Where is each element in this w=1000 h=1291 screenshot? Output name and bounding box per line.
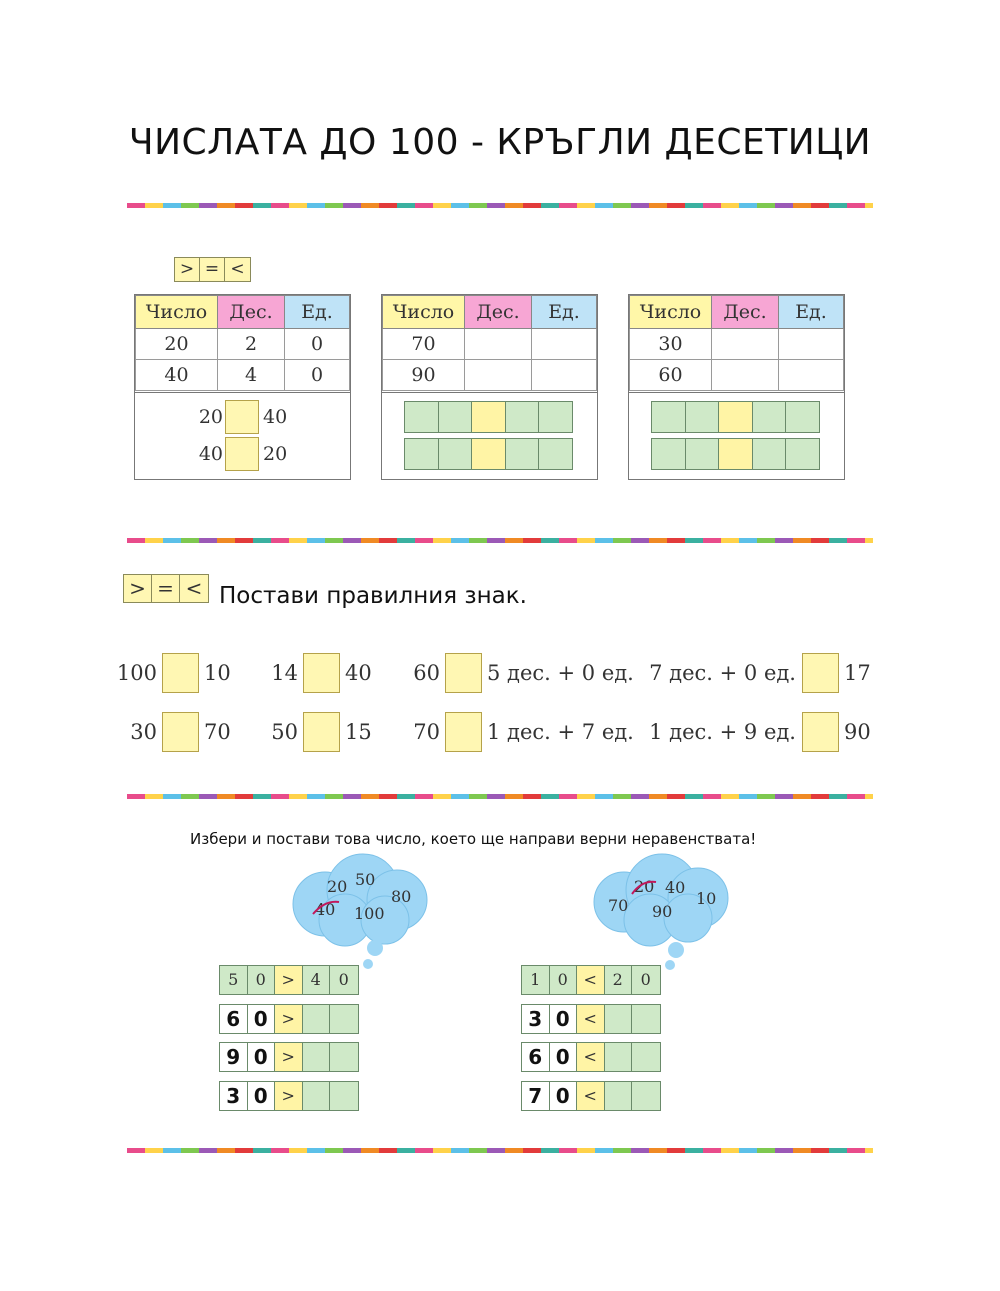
cloud-right (588, 852, 738, 977)
strip-cell[interactable] (405, 402, 439, 432)
cell-units-input[interactable] (779, 329, 844, 360)
strip-cell[interactable] (405, 439, 439, 469)
sign-less: < (185, 576, 203, 600)
cloud-number: 90 (652, 902, 673, 921)
exercise-left: 100 (116, 661, 157, 685)
sign-cell: < (577, 1043, 605, 1071)
example-inequality-right (521, 965, 661, 995)
place-value-table-1 (134, 294, 351, 480)
sign-answer-box[interactable] (303, 653, 340, 693)
sign-answer-box[interactable] (303, 712, 340, 752)
strip-cell[interactable] (786, 402, 819, 432)
divider-stripe-1 (127, 203, 873, 208)
sign-cell: > (275, 1005, 303, 1033)
strip-cell[interactable] (539, 439, 572, 469)
strip-cell[interactable] (652, 402, 686, 432)
digit-cell: 0 (550, 1005, 578, 1033)
divider-stripe-4 (127, 1148, 873, 1153)
exercise-left: 14 (271, 661, 298, 685)
sign-equal: = (200, 258, 225, 281)
cell-tens-input[interactable] (465, 329, 532, 360)
answer-cell[interactable] (632, 1043, 660, 1071)
digit-cell: 9 (220, 1043, 248, 1071)
cloud-number: 10 (696, 889, 717, 908)
compare-right: 20 (263, 443, 288, 465)
strip-cell[interactable] (439, 402, 473, 432)
cell-number: 90 (383, 360, 465, 391)
strip-sign-cell[interactable] (472, 439, 506, 469)
cloud-number: 80 (391, 887, 412, 906)
cell-tens: 2 (218, 329, 285, 360)
inequality-row (219, 1081, 359, 1111)
exercise-left: 30 (130, 720, 157, 744)
digit-cell: 0 (550, 1043, 578, 1071)
answer-cell[interactable] (303, 1082, 331, 1110)
digit-cell: 0 (550, 966, 578, 994)
strip-cell[interactable] (652, 439, 686, 469)
header-units: Ед. (532, 296, 597, 329)
cell-tens-input[interactable] (712, 360, 779, 391)
answer-cell[interactable] (605, 1043, 633, 1071)
sign-cell: < (577, 1005, 605, 1033)
exercise-right: 5 дес. + 0 ед. (487, 661, 634, 685)
place-value-table-3 (628, 294, 845, 480)
digit-cell: 0 (632, 966, 660, 994)
exercise-right: 1 дес. + 7 ед. (487, 720, 634, 744)
sign-cell: > (275, 1043, 303, 1071)
sign-answer-box[interactable] (162, 712, 199, 752)
exercise-right: 17 (844, 661, 871, 685)
sign-cell: > (275, 1082, 303, 1110)
header-number: Число (136, 296, 218, 329)
strip-sign-cell[interactable] (719, 402, 753, 432)
compare-right: 40 (263, 406, 288, 428)
compare-left: 40 (198, 443, 223, 465)
cell-units-input[interactable] (779, 360, 844, 391)
strip-cell[interactable] (686, 402, 720, 432)
divider-stripe-3 (127, 794, 873, 799)
answer-cell[interactable] (605, 1005, 633, 1033)
digit-cell: 0 (248, 1005, 276, 1033)
exercise-right: 10 (204, 661, 231, 685)
digit-cell: 3 (220, 1082, 248, 1110)
sign-answer-box[interactable] (445, 653, 482, 693)
thought-bubble (668, 942, 684, 958)
sign-less: < (230, 259, 245, 279)
answer-cell[interactable] (330, 1082, 358, 1110)
cell-tens-input[interactable] (465, 360, 532, 391)
digit-cell: 2 (605, 966, 633, 994)
answer-strip[interactable] (651, 401, 820, 433)
compare-area-2 (382, 392, 597, 479)
strip-cell[interactable] (786, 439, 819, 469)
sign-equal: = (152, 575, 180, 602)
exercise-right: 90 (844, 720, 871, 744)
exercise-right: 40 (345, 661, 372, 685)
header-tens: Дес. (465, 296, 532, 329)
inequality-row (219, 1042, 359, 1072)
cloud-number-crossed: 40 (315, 900, 336, 919)
sign-answer-box[interactable] (225, 437, 259, 471)
exercise (0, 653, 1000, 693)
cell-units: 0 (285, 329, 350, 360)
compare-area-3 (629, 392, 844, 479)
place-value-table-2 (381, 294, 598, 480)
strip-cell[interactable] (506, 402, 540, 432)
answer-strip[interactable] (404, 401, 573, 433)
cell-units-input[interactable] (532, 360, 597, 391)
digit-cell: 3 (522, 1005, 550, 1033)
header-units: Ед. (779, 296, 844, 329)
cloud-number: 20 (327, 877, 348, 896)
sign-answer-box[interactable] (445, 712, 482, 752)
sign-cell: < (577, 1082, 605, 1110)
digit-cell: 0 (248, 1043, 276, 1071)
digit-cell: 5 (220, 966, 248, 994)
strip-cell[interactable] (753, 439, 787, 469)
digit-cell: 1 (522, 966, 550, 994)
exercise-left: 7 дес. + 0 ед. (649, 661, 796, 685)
sign-answer-box[interactable] (802, 712, 839, 752)
digit-cell: 0 (248, 966, 276, 994)
digit-cell: 4 (303, 966, 331, 994)
instruction-text: Постави правилния знак. (219, 583, 527, 609)
compare-area-1 (135, 392, 350, 479)
header-tens: Дес. (712, 296, 779, 329)
sign-answer-box[interactable] (802, 653, 839, 693)
cell-number: 40 (136, 360, 218, 391)
cloud-number: 100 (354, 904, 385, 923)
strip-cell[interactable] (506, 439, 540, 469)
cell-number: 20 (136, 329, 218, 360)
answer-cell[interactable] (303, 1005, 331, 1033)
choose-number-prompt: Избери и постави това число, което ще направи верни неравенствата! (190, 830, 757, 848)
strip-sign-cell[interactable] (719, 439, 753, 469)
exercise-right: 15 (345, 720, 372, 744)
cloud-number: 40 (665, 878, 686, 897)
sign-greater: > (124, 575, 152, 602)
cell-number: 70 (383, 329, 465, 360)
cell-number: 30 (630, 329, 712, 360)
digit-cell: 6 (522, 1043, 550, 1071)
sign-greater: > (175, 258, 200, 281)
answer-cell[interactable] (632, 1082, 660, 1110)
header-number: Число (630, 296, 712, 329)
compare-row (135, 400, 350, 434)
cloud-number: 70 (608, 896, 629, 915)
inequality-row (521, 1004, 661, 1034)
digit-cell: 6 (220, 1005, 248, 1033)
header-units: Ед. (285, 296, 350, 329)
answer-cell[interactable] (330, 1043, 358, 1071)
sign-cell: > (275, 966, 303, 994)
inequality-row (219, 1004, 359, 1034)
header-number: Число (383, 296, 465, 329)
digit-cell: 0 (550, 1082, 578, 1110)
sign-cell: < (577, 966, 605, 994)
answer-cell[interactable] (330, 1005, 358, 1033)
sign-answer-box[interactable] (162, 653, 199, 693)
example-inequality-left (219, 965, 359, 995)
cell-units: 0 (285, 360, 350, 391)
cell-tens: 4 (218, 360, 285, 391)
signs-legend-2 (123, 574, 209, 603)
sign-answer-box[interactable] (225, 400, 259, 434)
strip-cell[interactable] (686, 439, 720, 469)
thought-bubble (363, 959, 373, 969)
cloud-number: 50 (355, 870, 376, 889)
cell-tens-input[interactable] (712, 329, 779, 360)
exercise-left: 70 (413, 720, 440, 744)
exercise-left: 1 дес. + 9 ед. (649, 720, 796, 744)
answer-cell[interactable] (605, 1082, 633, 1110)
strip-cell[interactable] (753, 402, 787, 432)
cell-number: 60 (630, 360, 712, 391)
exercise-left: 50 (271, 720, 298, 744)
strip-sign-cell[interactable] (472, 402, 506, 432)
header-tens: Дес. (218, 296, 285, 329)
answer-strip[interactable] (404, 438, 573, 470)
thought-bubble (665, 960, 675, 970)
compare-row (135, 437, 350, 471)
page-title: ЧИСЛАТА ДО 100 - КРЪГЛИ ДЕСЕТИЦИ (128, 122, 872, 163)
digit-cell: 0 (248, 1082, 276, 1110)
strip-cell[interactable] (539, 402, 572, 432)
signs-legend-1 (174, 257, 251, 282)
cell-units-input[interactable] (532, 329, 597, 360)
inequality-row (521, 1042, 661, 1072)
answer-strip[interactable] (651, 438, 820, 470)
thought-bubble (367, 940, 383, 956)
inequality-row (521, 1081, 661, 1111)
compare-left: 20 (198, 406, 223, 428)
digit-cell: 7 (522, 1082, 550, 1110)
exercise (0, 712, 1000, 752)
exercise-left: 60 (413, 661, 440, 685)
divider-stripe-2 (127, 538, 873, 543)
answer-cell[interactable] (632, 1005, 660, 1033)
cloud-left (285, 852, 435, 977)
strip-cell[interactable] (439, 439, 473, 469)
digit-cell: 0 (330, 966, 358, 994)
exercise-right: 70 (204, 720, 231, 744)
answer-cell[interactable] (303, 1043, 331, 1071)
cloud-number-crossed: 20 (634, 877, 655, 896)
